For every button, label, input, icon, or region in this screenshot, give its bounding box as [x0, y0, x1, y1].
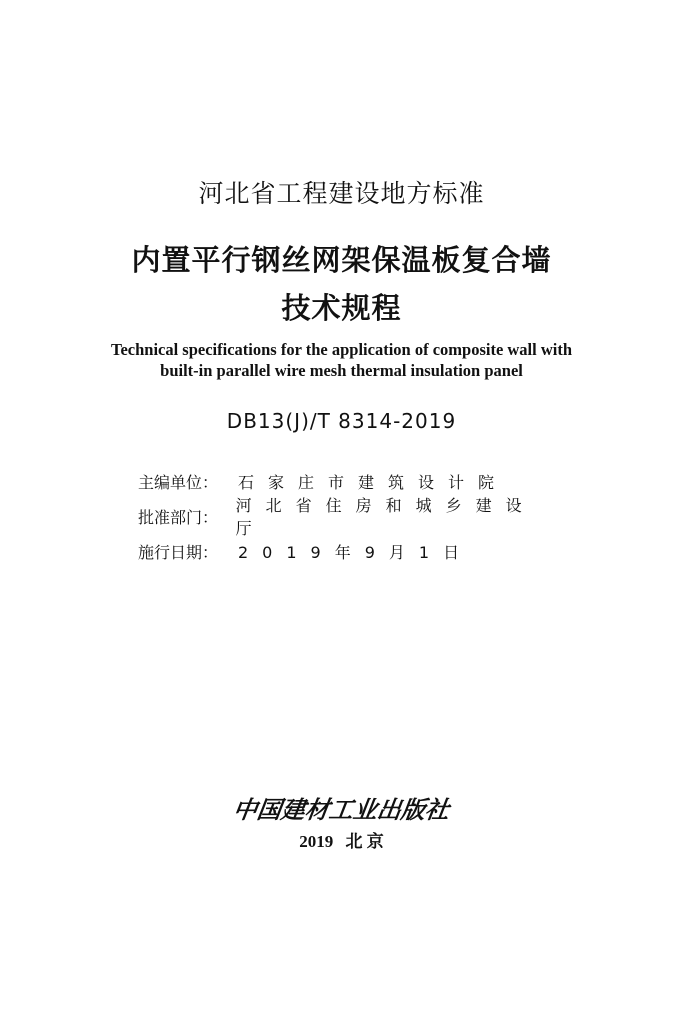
meta-row-editor — [138, 470, 508, 492]
imprint — [0, 827, 683, 852]
title-en-line1: Technical specifications for the application of composite wall with — [110, 340, 573, 359]
title-cn-line2: 技术规程 — [281, 291, 402, 325]
meta-label-approver: 批准部门： — [138, 507, 219, 527]
meta-label-editor: 主编单位： — [138, 472, 219, 492]
imprint-year: 2019 — [299, 832, 334, 851]
title-cn-line1: 内置平行钢丝网架保温板复合墙 — [131, 243, 552, 277]
imprint-city: 北 京 — [345, 832, 384, 851]
standard-code: DB13(J)/T 8314-2019 — [226, 409, 457, 433]
publisher-logo-text: 中国建材工业出版社 — [231, 795, 452, 824]
standard-series: 河北省工程建设地方标准 — [198, 179, 485, 208]
meta-value-effective-date: 2019年9月1日 — [238, 542, 474, 562]
title-en-line2: built-in parallel wire mesh thermal insulation panel — [160, 361, 523, 380]
meta-row-approver — [138, 496, 558, 538]
meta-label-effective-date: 施行日期： — [138, 542, 219, 562]
meta-row-effective-date — [138, 540, 473, 562]
meta-value-editor: 石家庄市建筑设计院 — [238, 472, 509, 492]
meta-value-approver: 河北省住房和城乡建设厅 — [235, 496, 536, 538]
